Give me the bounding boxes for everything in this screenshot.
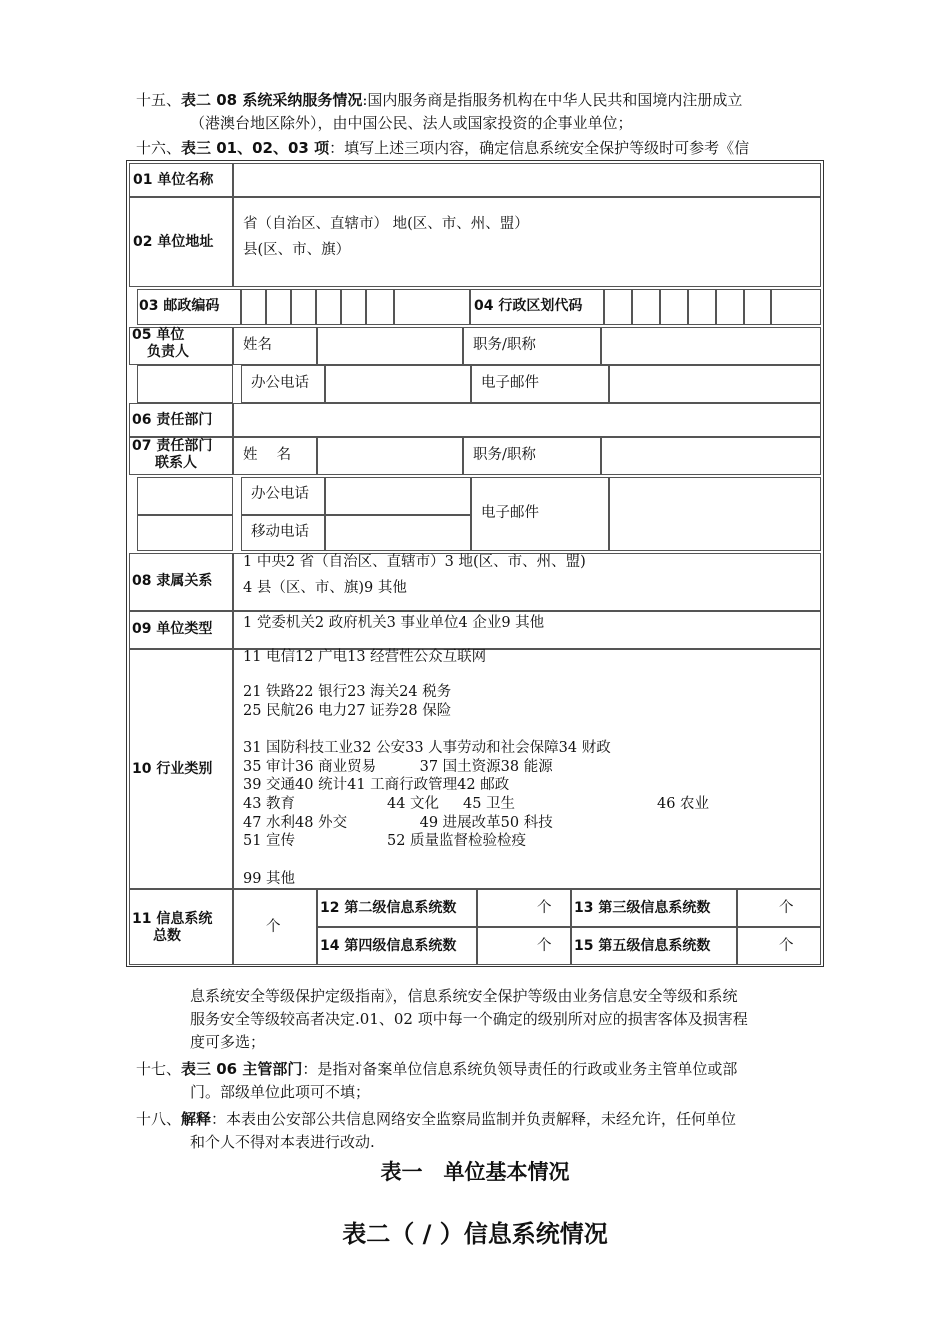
f07-name-input[interactable] xyxy=(317,437,463,475)
f05-label-1: 05 单位 xyxy=(132,327,185,343)
f07-blank-cell-1 xyxy=(137,477,233,515)
postcode-digit-4[interactable] xyxy=(316,289,341,325)
f05-label-2: 负责人 xyxy=(147,344,189,360)
f07-mobile-input[interactable] xyxy=(325,515,471,551)
f05-email-label: 电子邮件 xyxy=(481,375,539,391)
note-16-title: 表三 01、02、03 项 xyxy=(181,139,330,157)
note-15-num: 十五、 xyxy=(136,91,182,109)
note-17-cont: 门。部级单位此项可不填； xyxy=(190,1083,371,1101)
f10-option-line-5[interactable]: 35 审计36 商业贸易 37 国土资源38 能源 xyxy=(243,759,553,775)
f07-title-label: 职务/职称 xyxy=(473,447,536,463)
note-15-text: :国内服务商是指服务机构在中华人民共和国境内注册成立 xyxy=(362,91,743,109)
region-spacer xyxy=(771,289,821,325)
postcode-digit-2[interactable] xyxy=(266,289,291,325)
f05-title-input[interactable] xyxy=(601,327,821,365)
f12-label: 12 第二级信息系统数 xyxy=(320,900,457,916)
note-15-title: 表二 08 系统采纳服务情况 xyxy=(181,91,363,109)
region-digit-2[interactable] xyxy=(632,289,660,325)
note-17-text: ：是指对备案单位信息系统负领导责任的行政或业务主管单位或部 xyxy=(302,1060,738,1078)
f10-option-line-2[interactable]: 21 铁路22 银行23 海关24 税务 xyxy=(243,684,452,700)
note-16-cont-3: 度可多选； xyxy=(190,1033,266,1051)
f10-option-51[interactable]: 51 宣传 xyxy=(243,833,296,849)
f07-phone-label: 办公电话 xyxy=(251,486,309,502)
f11-label-1: 11 信息系统 xyxy=(132,911,213,927)
f11-unit: 个 xyxy=(266,919,281,935)
region-digit-1[interactable] xyxy=(604,289,632,325)
f06-label: 06 责任部门 xyxy=(132,412,213,428)
f05-phone-label: 办公电话 xyxy=(251,375,309,391)
f03-label: 03 邮政编码 xyxy=(139,298,220,314)
note-17-num: 十七、 xyxy=(136,1060,182,1078)
region-digit-6[interactable] xyxy=(744,289,771,325)
f15-unit: 个 xyxy=(779,938,794,954)
f07-title-input[interactable] xyxy=(601,437,821,475)
f10-option-line-7[interactable]: 47 水利48 外交 49 进展改革50 科技 xyxy=(243,815,553,831)
address-line-1: 省（自治区、直辖市） 地(区、市、州、盟） xyxy=(243,216,529,232)
f07-name-label: 姓 名 xyxy=(243,447,292,463)
f05-name-input[interactable] xyxy=(317,327,463,365)
f08-label: 08 隶属关系 xyxy=(132,573,213,589)
f10-option-line-1[interactable]: 11 电信12 广电13 经营性公众互联网 xyxy=(243,649,487,665)
note-16-cont-2: 服务安全等级较高者决定.01、02 项中每一个确定的级别所对应的损害客体及损害程 xyxy=(190,1010,748,1028)
table-two-heading: 表二（ / ）信息系统情况 xyxy=(342,1220,608,1248)
f01-input[interactable] xyxy=(233,163,821,197)
note-17 xyxy=(136,1058,814,1104)
note-15 xyxy=(136,89,814,135)
f15-label: 15 第五级信息系统数 xyxy=(574,938,711,954)
note-16-text: ：填写上述三项内容，确定信息系统安全保护等级时可参考《信 xyxy=(329,139,750,157)
postcode-spacer xyxy=(394,289,470,325)
region-digit-4[interactable] xyxy=(688,289,716,325)
f09-label: 09 单位类型 xyxy=(132,621,213,637)
note-18-text: ：本表由公安部公共信息网络安全监察局监制并负责解释，未经允许，任何单位 xyxy=(211,1110,737,1128)
note-18-title: 解释 xyxy=(181,1110,212,1128)
region-digit-5[interactable] xyxy=(716,289,744,325)
f14-input[interactable] xyxy=(477,927,571,965)
note-18 xyxy=(136,1108,814,1154)
f09-option-line-1[interactable]: 1 党委机关2 政府机关3 事业单位4 企业9 其他 xyxy=(243,615,545,631)
f12-input[interactable] xyxy=(477,889,571,927)
f07-phone-input[interactable] xyxy=(325,477,471,515)
postcode-digit-5[interactable] xyxy=(341,289,366,325)
f07-label-1: 07 责任部门 xyxy=(132,438,213,454)
region-digit-3[interactable] xyxy=(660,289,688,325)
f14-unit: 个 xyxy=(537,938,552,954)
unit-info-form xyxy=(126,160,824,967)
f05-blank-cell xyxy=(137,365,233,403)
f10-option-52[interactable]: 52 质量监督检验检疫 xyxy=(387,833,527,849)
address-line-2: 县(区、市、旗） xyxy=(243,242,351,258)
postcode-digit-1[interactable] xyxy=(241,289,266,325)
f12-unit: 个 xyxy=(537,900,552,916)
note-16-cont-1: 息系统安全等级保护定级指南》，信息系统安全保护等级由业务信息安全等级和系统 xyxy=(190,987,738,1005)
note-16-num: 十六、 xyxy=(136,139,182,157)
f10-option-line-6[interactable]: 39 交通40 统计41 工商行政管理42 邮政 xyxy=(243,777,510,793)
postcode-digit-3[interactable] xyxy=(291,289,316,325)
f11-label-2: 总数 xyxy=(153,928,181,944)
f04-label: 04 行政区划代码 xyxy=(474,298,583,314)
f02-label: 02 单位地址 xyxy=(133,234,214,250)
f10-option-line-3[interactable]: 25 民航26 电力27 证券28 保险 xyxy=(243,703,452,719)
postcode-digit-6[interactable] xyxy=(366,289,394,325)
f07-email-input[interactable] xyxy=(609,477,821,551)
f10-option-44[interactable]: 44 文化 xyxy=(387,796,440,812)
f05-title-label: 职务/职称 xyxy=(473,337,536,353)
f10-option-99[interactable]: 99 其他 xyxy=(243,871,296,887)
note-15-cont: （港澳台地区除外），由中国公民、法人或国家投资的企事业单位； xyxy=(190,114,633,132)
note-16 xyxy=(136,137,814,160)
f05-email-input[interactable] xyxy=(609,365,821,403)
f10-label: 10 行业类别 xyxy=(132,761,213,777)
note-17-title: 表三 06 主管部门 xyxy=(181,1060,303,1078)
f10-option-line-4[interactable]: 31 国防科技工业32 公安33 人事劳动和社会保障34 财政 xyxy=(243,740,611,756)
f13-unit: 个 xyxy=(779,900,794,916)
f14-label: 14 第四级信息系统数 xyxy=(320,938,457,954)
f07-mobile-label: 移动电话 xyxy=(251,524,309,540)
f07-blank-cell-2 xyxy=(137,515,233,551)
table-one-heading: 表一 单位基本情况 xyxy=(380,1160,570,1184)
f13-label: 13 第三级信息系统数 xyxy=(574,900,711,916)
f10-option-45[interactable]: 45 卫生 xyxy=(463,796,516,812)
f05-name-label: 姓名 xyxy=(243,337,272,353)
f07-email-label: 电子邮件 xyxy=(481,505,539,521)
f08-option-line-2[interactable]: 4 县（区、市、旗)9 其他 xyxy=(243,580,407,596)
f05-phone-input[interactable] xyxy=(325,365,471,403)
note-16-continuation xyxy=(136,985,814,1054)
f07-label-2: 联系人 xyxy=(155,455,197,471)
f10-option-43[interactable]: 43 教育 xyxy=(243,796,296,812)
f10-option-46[interactable]: 46 农业 xyxy=(657,796,710,812)
note-18-cont: 和个人不得对本表进行改动. xyxy=(190,1133,375,1151)
f01-label: 01 单位名称 xyxy=(133,172,214,188)
note-18-num: 十八、 xyxy=(136,1110,182,1128)
f08-option-line-1[interactable]: 1 中央2 省（自治区、直辖市）3 地(区、市、州、盟) xyxy=(243,554,586,570)
f06-input[interactable] xyxy=(233,403,821,437)
